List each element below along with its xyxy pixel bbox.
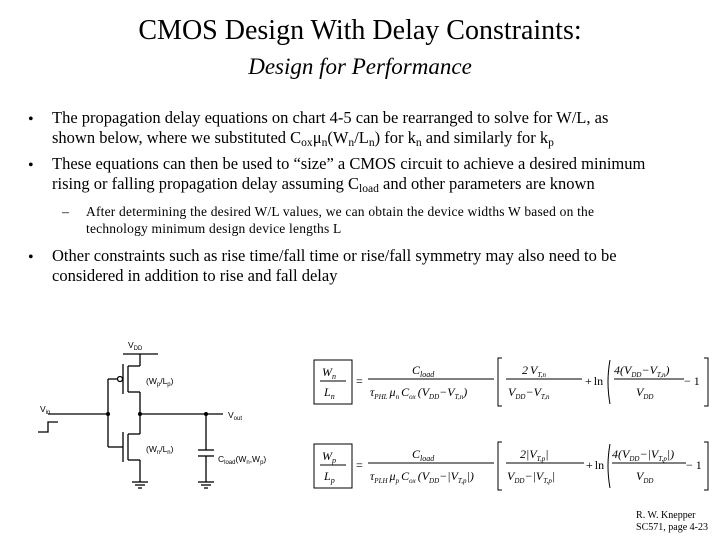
svg-text:Wp: $W_p$ (322, 449, 336, 465)
bullet-marker: • (28, 249, 34, 266)
svg-text:VDD−|VT,p|: $V_{DD}-|V_{T,p}|$ (507, 469, 556, 485)
vin-label: $V_{in}$ (40, 404, 51, 416)
slide-footer (636, 510, 708, 534)
cmos-inverter-diagram (28, 332, 298, 502)
pmos-size-label: $(W_p/L_p)$ (146, 376, 174, 388)
vout-label: $V_{out}$ (228, 410, 243, 422)
sub-bullet-line-2: technology minimum design device lengths L (86, 221, 342, 236)
bullet-3-line-1: Other constraints such as rise time/fall time or rise/fall symmetry may also need to be (52, 246, 617, 265)
bullet-marker: • (28, 157, 34, 174)
sub-bullet-marker: – (62, 205, 69, 220)
sub-bullet-line-1: After determining the desired W/L values, we can obtain the device widths W based on the (86, 204, 595, 219)
svg-text:4(VDD−|VT,p|): $4(V_{DD}-|V_{T,p}|)$ (612, 447, 675, 463)
page-label: SC571, page 4-23 (636, 522, 708, 533)
svg-text:=: = (356, 374, 363, 388)
pmos-sizing-equation (312, 438, 712, 494)
bullet-1-line-2: shown below, where we substituted $C_{ox}\mu_n(W_n/L_n)$ for $k_n$ and similarly for $k_p$ (52, 128, 554, 149)
svg-text:Wn: $W_n$ (322, 365, 336, 381)
svg-text:+ln: + ln (585, 374, 604, 388)
svg-text:2|VT,p|: $2|V_{T,p}|$ (520, 447, 549, 463)
svg-text:Lp: $L_p$ (324, 469, 335, 485)
svg-text:Cload: $C_{load}$ (412, 447, 435, 463)
svg-text:Cload: $C_{load}$ (412, 363, 435, 379)
svg-text:VDD: $V_{DD}$ (636, 385, 654, 401)
page-subtitle: Design for Performance (248, 54, 472, 79)
bullet-2-line-1: These equations can then be used to “size” a CMOS circuit to achieve a desired minimum (52, 154, 646, 173)
svg-text:− 1: − 1 (684, 374, 700, 388)
bullet-2-line-2: rising or falling propagation delay assuming $C_{load}$ and other parameters are known (52, 174, 595, 195)
svg-text:VDD−VT,n: $V_{DD}-V_{T,n}$ (508, 385, 550, 401)
svg-text:=: = (356, 458, 363, 472)
bullet-1-text (52, 108, 712, 148)
page-title: CMOS Design With Delay Constraints: (138, 15, 582, 46)
svg-text:VDD: $V_{DD}$ (636, 469, 654, 485)
cload-label: $C_{load}(W_n,W_p)$ (218, 454, 267, 466)
nmos-size-label: $(W_n/L_n)$ (146, 444, 174, 456)
svg-text:Ln: $L_n$ (324, 385, 335, 401)
svg-text:τPLHμpCox(VDD−|VT,p|): $\tau_{PLH}$ $\mu_p$ $C_{ox}$ $(V_{DD}-|V_{T,p}|)$ (370, 469, 474, 485)
nmos-sizing-equation (312, 354, 712, 410)
sub-bullet-text (86, 203, 706, 237)
svg-text:− 1: − 1 (686, 458, 702, 472)
svg-text:+ln: + ln (586, 458, 605, 472)
vdd-label: $V_{DD}$ (128, 340, 143, 352)
bullet-3-text (52, 246, 712, 286)
svg-text:2VT,n: 2 $V_{T,n}$ (522, 363, 546, 379)
svg-text:τPHLμnCox(VDD−VT,n): $\tau_{PHL}$ $\mu_n$ $C_{ox}$ $(V_{DD}-V_{T,n})$ (370, 385, 468, 401)
bullet-3-line-2: considered in addition to rise and fall delay (52, 266, 338, 285)
svg-text:4(VDD−VT,n): $4(V_{DD}-V_{T,n})$ (614, 363, 670, 379)
bullet-1-line-1: The propagation delay equations on chart 4-5 can be rearranged to solve for W/L, as (52, 108, 609, 127)
author-label: R. W. Knepper (636, 510, 696, 521)
bullet-marker: • (28, 111, 34, 128)
bullet-2-text (52, 154, 712, 194)
